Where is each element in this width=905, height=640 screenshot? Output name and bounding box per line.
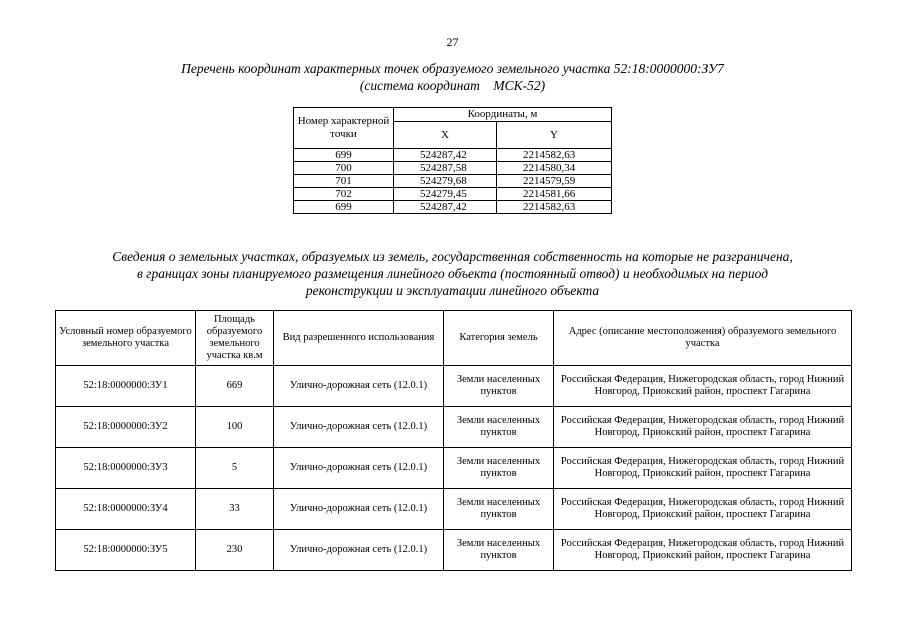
- y-cell: 2214582,63: [497, 201, 612, 214]
- header-x: X: [394, 122, 497, 149]
- permitted-use-cell: Улично-дорожная сеть (12.0.1): [274, 366, 444, 407]
- table-row: [294, 188, 612, 201]
- y-cell: 2214582,63: [497, 149, 612, 162]
- table-row: [294, 201, 612, 214]
- x-cell: 524287,42: [394, 201, 497, 214]
- category-cell: Земли населенных пунктов: [444, 366, 554, 407]
- point-number-cell: 699: [294, 201, 394, 214]
- area-cell: 230: [196, 530, 274, 571]
- table-row: [294, 175, 612, 188]
- parcels-title-line-2: в границах зоны планируемого размещения линейного объекта (постоянный отвод) и необходимых на период: [136, 266, 769, 281]
- table-row: [56, 489, 852, 530]
- x-cell: 524287,42: [394, 149, 497, 162]
- area-cell: 5: [196, 448, 274, 489]
- point-number-cell: 700: [294, 162, 394, 175]
- permitted-use-cell: Улично-дорожная сеть (12.0.1): [274, 489, 444, 530]
- cadastral-number-cell: 52:18:0000000:ЗУ1: [56, 366, 196, 407]
- area-cell: 100: [196, 407, 274, 448]
- point-number-cell: 701: [294, 175, 394, 188]
- category-cell: Земли населенных пунктов: [444, 530, 554, 571]
- point-number-cell: 702: [294, 188, 394, 201]
- address-cell: Российская Федерация, Нижегородская область, город Нижний Новгород, Приокский район, проспект Гагарина: [554, 489, 852, 530]
- header-coordinates: Координаты, м: [394, 108, 612, 122]
- category-cell: Земли населенных пунктов: [444, 489, 554, 530]
- y-cell: 2214579,59: [497, 175, 612, 188]
- y-cell: 2214580,34: [497, 162, 612, 175]
- cadastral-number-cell: 52:18:0000000:ЗУ5: [56, 530, 196, 571]
- table-row: [294, 149, 612, 162]
- header-cadastral-number: Условный номер образуемого земельного участка: [56, 311, 196, 366]
- parcels-table-title: [40, 248, 865, 299]
- address-cell: Российская Федерация, Нижегородская область, город Нижний Новгород, Приокский район, проспект Гагарина: [554, 530, 852, 571]
- table-row: [56, 407, 852, 448]
- category-cell: Земли населенных пунктов: [444, 407, 554, 448]
- parcels-title-line-3: реконструкции и эксплуатации линейного объекта: [305, 283, 600, 298]
- category-cell: Земли населенных пунктов: [444, 448, 554, 489]
- y-cell: 2214581,66: [497, 188, 612, 201]
- header-y: Y: [497, 122, 612, 149]
- parcels-table: [55, 310, 852, 571]
- page-number: 27: [446, 35, 459, 49]
- cadastral-number-cell: 52:18:0000000:ЗУ3: [56, 448, 196, 489]
- header-permitted-use: Вид разрешенного использования: [274, 311, 444, 366]
- header-point-number: Номер характерной точки: [294, 108, 394, 149]
- permitted-use-cell: Улично-дорожная сеть (12.0.1): [274, 407, 444, 448]
- header-area: Площадь образуемого земельного участка кв.м: [196, 311, 274, 366]
- table-row: [56, 366, 852, 407]
- header-category: Категория земель: [444, 311, 554, 366]
- address-cell: Российская Федерация, Нижегородская область, город Нижний Новгород, Приокский район, проспект Гагарина: [554, 366, 852, 407]
- area-cell: 33: [196, 489, 274, 530]
- coords-table-title: [40, 60, 865, 94]
- cadastral-number-cell: 52:18:0000000:ЗУ2: [56, 407, 196, 448]
- table-row: [294, 162, 612, 175]
- permitted-use-cell: Улично-дорожная сеть (12.0.1): [274, 530, 444, 571]
- x-cell: 524279,45: [394, 188, 497, 201]
- x-cell: 524279,68: [394, 175, 497, 188]
- x-cell: 524287,58: [394, 162, 497, 175]
- parcels-title-line-1: Сведения о земельных участках, образуемых из земель, государственная собственность на которые не разграничена,: [112, 249, 793, 264]
- header-address: Адрес (описание местоположения) образуемого земельного участка: [554, 311, 852, 366]
- permitted-use-cell: Улично-дорожная сеть (12.0.1): [274, 448, 444, 489]
- table-row: [56, 530, 852, 571]
- coordinates-table: [293, 107, 612, 214]
- coords-title-line-2: (система координат МСК-52): [359, 78, 546, 93]
- address-cell: Российская Федерация, Нижегородская область, город Нижний Новгород, Приокский район, проспект Гагарина: [554, 448, 852, 489]
- area-cell: 669: [196, 366, 274, 407]
- address-cell: Российская Федерация, Нижегородская область, город Нижний Новгород, Приокский район, проспект Гагарина: [554, 407, 852, 448]
- point-number-cell: 699: [294, 149, 394, 162]
- table-row: [56, 448, 852, 489]
- coords-title-line-1: Перечень координат характерных точек образуемого земельного участка 52:18:0000000:ЗУ7: [181, 61, 724, 76]
- cadastral-number-cell: 52:18:0000000:ЗУ4: [56, 489, 196, 530]
